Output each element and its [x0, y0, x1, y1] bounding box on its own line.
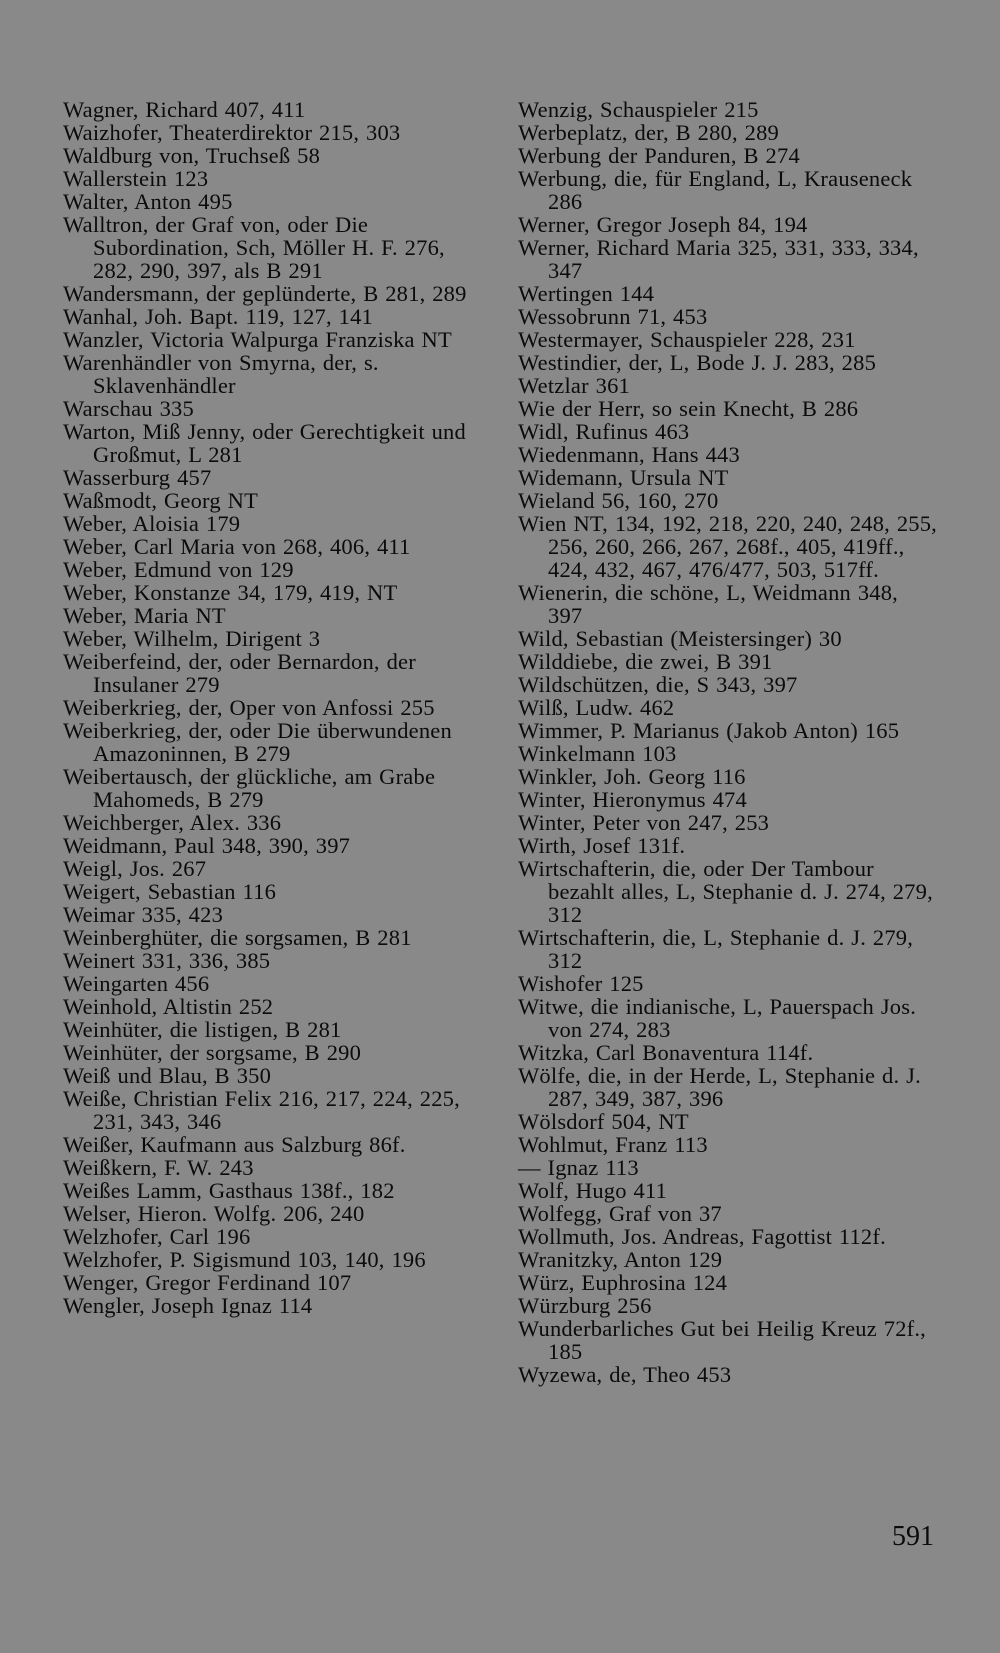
index-entry: Wranitzky, Anton 129: [518, 1247, 723, 1272]
index-entry: Wallerstein 123: [63, 166, 209, 191]
index-entry: Wenzig, Schauspieler 215: [518, 97, 759, 122]
index-entry: Wenger, Gregor Ferdinand 107: [63, 1270, 352, 1295]
index-entry: Wölfe, die, in der Herde, L, Stephanie d. J. 287, 349, 387, 396: [518, 1063, 921, 1111]
index-entry: Wyzewa, de, Theo 453: [518, 1362, 732, 1387]
index-entry: Witwe, die indianische, L, Pauerspach Jos. von 274, 283: [518, 994, 917, 1042]
index-entry: Wandersmann, der geplünderte, B 281, 289: [63, 281, 467, 306]
index-entry: Widemann, Ursula NT: [518, 465, 729, 490]
index-entry: Wolf, Hugo 411: [518, 1178, 668, 1203]
index-entry: Wohlmut, Franz 113: [518, 1132, 708, 1157]
index-entry: Weißes Lamm, Gasthaus 138f., 182: [63, 1178, 395, 1203]
index-entry: Weiße, Christian Felix 216, 217, 224, 225, 231, 343, 346: [63, 1086, 460, 1134]
index-entry: Weiberkrieg, der, Oper von Anfossi 255: [63, 695, 435, 720]
index-entry: Weigl, Jos. 267: [63, 856, 207, 881]
index-entry: Weiß und Blau, B 350: [63, 1063, 272, 1088]
index-entry: Weingarten 456: [63, 971, 210, 996]
index-entry: Weinhüter, der sorgsame, B 290: [63, 1040, 362, 1065]
index-entry: Wollmuth, Jos. Andreas, Fagottist 112f.: [518, 1224, 886, 1249]
index-entry: Weber, Carl Maria von 268, 406, 411: [63, 534, 411, 559]
index-entry: Wimmer, P. Marianus (Jakob Anton) 165: [518, 718, 900, 743]
index-entry: Weber, Aloisia 179: [63, 511, 241, 536]
index-entry: Wetzlar 361: [518, 373, 630, 398]
index-entry: — Ignaz 113: [518, 1155, 639, 1180]
index-entry: Weber, Konstanze 34, 179, 419, NT: [63, 580, 398, 605]
index-entry: Wasserburg 457: [63, 465, 212, 490]
index-entry: Wirtschafterin, die, oder Der Tambour bezahlt alles, L, Stephanie d. J. 274, 279, 312: [518, 856, 933, 927]
index-entry: Weber, Wilhelm, Dirigent 3: [63, 626, 321, 651]
index-entry: Wildschützen, die, S 343, 397: [518, 672, 798, 697]
index-entry: Werbung der Panduren, B 274: [518, 143, 800, 168]
index-entry: Weinhold, Altistin 252: [63, 994, 274, 1019]
index-entry: Winter, Peter von 247, 253: [518, 810, 770, 835]
page-number: 591: [892, 1521, 934, 1552]
index-entry: Walter, Anton 495: [63, 189, 233, 214]
index-entry: Werbung, die, für England, L, Krauseneck 286: [518, 166, 913, 214]
index-entry: Wagner, Richard 407, 411: [63, 97, 306, 122]
index-entry: Weißkern, F. W. 243: [63, 1155, 254, 1180]
index-entry: Waldburg von, Truchseß 58: [63, 143, 321, 168]
index-entry: Würzburg 256: [518, 1293, 652, 1318]
index-entry: Wirtschafterin, die, L, Stephanie d. J. 279, 312: [518, 925, 914, 973]
index-entry: Wölsdorf 504, NT: [518, 1109, 689, 1134]
index-entry: Wanhal, Joh. Bapt. 119, 127, 141: [63, 304, 373, 329]
index-entry: Wiedenmann, Hans 443: [518, 442, 740, 467]
index-entry: Weidmann, Paul 348, 390, 397: [63, 833, 351, 858]
index-entry: Wunderbarliches Gut bei Heilig Kreuz 72f., 185: [518, 1316, 926, 1364]
index-entry: Witzka, Carl Bonaventura 114f.: [518, 1040, 814, 1065]
index-entry: Wien NT, 134, 192, 218, 220, 240, 248, 255, 256, 260, 266, 267, 268f., 405, 419ff., 424, 432, 467, 476/477, 503, 517ff.: [518, 511, 937, 582]
index-entry: Weibertausch, der glückliche, am Grabe Mahomeds, B 279: [63, 764, 436, 812]
index-entry: Weinberghüter, die sorgsamen, B 281: [63, 925, 412, 950]
index-entry: Wolfegg, Graf von 37: [518, 1201, 722, 1226]
index-entry: Warschau 335: [63, 396, 194, 421]
index-entry: Weiberfeind, der, oder Bernardon, der Insulaner 279: [63, 649, 416, 697]
index-entry: Waßmodt, Georg NT: [63, 488, 259, 513]
index-entry: Weiberkrieg, der, oder Die überwundenen Amazoninnen, B 279: [63, 718, 452, 766]
index-entry: Weichberger, Alex. 336: [63, 810, 282, 835]
index-entry: Wengler, Joseph Ignaz 114: [63, 1293, 313, 1318]
index-entry: Westindier, der, L, Bode J. J. 283, 285: [518, 350, 877, 375]
index-entry: Warenhändler von Smyrna, der, s. Sklavenhändler: [63, 350, 379, 398]
index-entry: Werner, Richard Maria 325, 331, 333, 334, 347: [518, 235, 919, 283]
index-entry: Weinhüter, die listigen, B 281: [63, 1017, 342, 1042]
index-entry: Weigert, Sebastian 116: [63, 879, 277, 904]
index-entry: Weißer, Kaufmann aus Salzburg 86f.: [63, 1132, 406, 1157]
index-entry: Winkler, Joh. Georg 116: [518, 764, 746, 789]
index-entry: Weber, Edmund von 129: [63, 557, 294, 582]
index-entry: Wieland 56, 160, 270: [518, 488, 719, 513]
index-entry: Welzhofer, Carl 196: [63, 1224, 251, 1249]
index-entry: Werbeplatz, der, B 280, 289: [518, 120, 779, 145]
index-entry: Wessobrunn 71, 453: [518, 304, 708, 329]
index-entry: Weinert 331, 336, 385: [63, 948, 271, 973]
index-entry: Walltron, der Graf von, oder Die Subordination, Sch, Möller H. F. 276, 282, 290, 397, als B 291: [63, 212, 445, 283]
index-entry: Welser, Hieron. Wolfg. 206, 240: [63, 1201, 365, 1226]
index-entry: Wirth, Josef 131f.: [518, 833, 686, 858]
index-entry: Westermayer, Schauspieler 228, 231: [518, 327, 856, 352]
index-entry: Würz, Euphrosina 124: [518, 1270, 728, 1295]
index-entry: Wertingen 144: [518, 281, 655, 306]
index-entry: Winter, Hieronymus 474: [518, 787, 747, 812]
right-index-column: [518, 98, 938, 1386]
index-entry: Wishofer 125: [518, 971, 644, 996]
index-entry: Widl, Rufinus 463: [518, 419, 690, 444]
index-entry: Welzhofer, P. Sigismund 103, 140, 196: [63, 1247, 426, 1272]
index-entry: Wilddiebe, die zwei, B 391: [518, 649, 773, 674]
index-entry: Weimar 335, 423: [63, 902, 224, 927]
index-entry: Wie der Herr, so sein Knecht, B 286: [518, 396, 859, 421]
index-entry: Werner, Gregor Joseph 84, 194: [518, 212, 808, 237]
index-entry: Weber, Maria NT: [63, 603, 226, 628]
index-entry: Winkelmann 103: [518, 741, 677, 766]
index-entry: Waizhofer, Theaterdirektor 215, 303: [63, 120, 401, 145]
index-entry: Wienerin, die schöne, L, Weidmann 348, 397: [518, 580, 898, 628]
index-entry: Wilß, Ludw. 462: [518, 695, 675, 720]
index-entry: Wanzler, Victoria Walpurga Franziska NT: [63, 327, 452, 352]
left-index-column: [63, 98, 483, 1317]
index-entry: Wild, Sebastian (Meistersinger) 30: [518, 626, 842, 651]
index-entry: Warton, Miß Jenny, oder Gerechtigkeit und Großmut, L 281: [63, 419, 466, 467]
